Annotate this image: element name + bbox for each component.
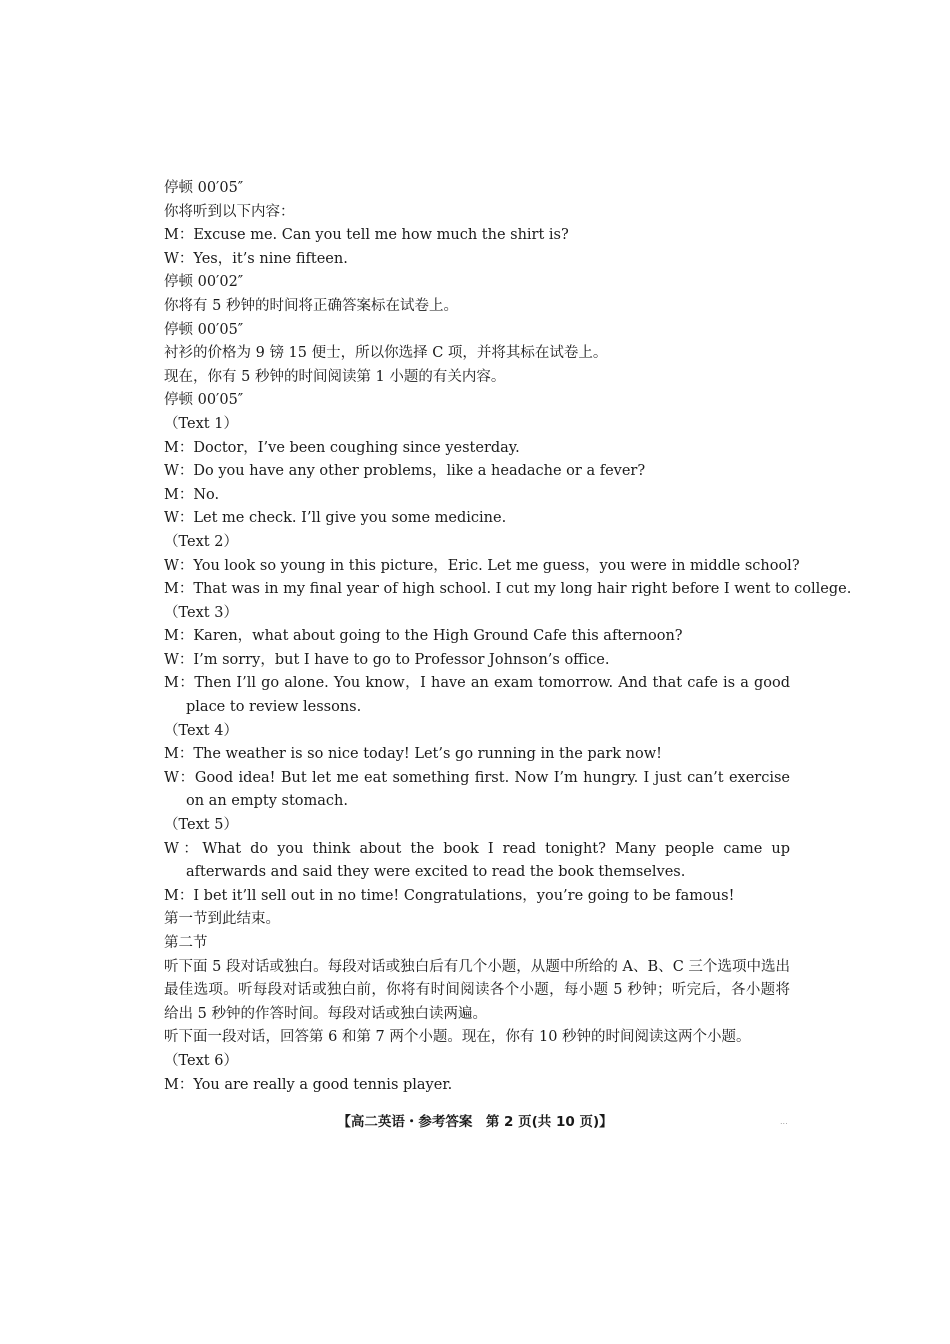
instruction-line: 现在，你有 5 秒钟的时间阅读第 1 小题的有关内容。 <box>164 368 506 385</box>
pause-line: 停顿 00′05″ <box>164 392 244 409</box>
dialogue-line: M：Excuse me. Can you tell me how much the shirt is? <box>164 227 569 244</box>
section-instructions: 听下面 5 段对话或独白。每段对话或独白后有几个小题，从题中所给的 A、B、C 三个选项中选出最佳选项。听每段对话或独白前，你将有时间阅读各个小题，每小题 5 秒钟；听完后，各小题将给出 5 秒钟的作答时间。每段对话或独白读两遍。 <box>164 958 790 1022</box>
instruction-line: 你将有 5 秒钟的时间将正确答案标在试卷上。 <box>164 297 458 314</box>
dialogue-line: M：No. <box>164 486 220 503</box>
dialogue-line: W：Yes，it’s nine fifteen. <box>164 250 348 267</box>
dialogue-line: M：Karen，what about going to the High Ground Cafe this afternoon? <box>164 628 683 645</box>
instruction-line: 你将听到以下内容： <box>164 203 295 220</box>
dialogue-line: W：Let me check. I’ll give you some medicine. <box>164 510 507 527</box>
instruction-line: 衬衫的价格为 9 镑 15 便士，所以你选择 C 项，并将其标在试卷上。 <box>164 345 608 362</box>
pause-line: 停顿 00′05″ <box>164 321 244 338</box>
dialogue-line: W：Do you have any other problems，like a headache or a fever? <box>164 463 646 480</box>
text-heading: （Text 3） <box>164 604 238 621</box>
dialogue-line: M：Doctor，I’ve been coughing since yesterday. <box>164 439 520 456</box>
text-heading: （Text 1） <box>164 415 238 432</box>
document-body <box>164 177 852 1097</box>
dialogue-line: W：I’m sorry，but I have to go to Professor Johnson’s office. <box>164 651 610 668</box>
dialogue-line: M：The weather is so nice today! Let’s go running in the park now! <box>164 746 662 763</box>
section-end-line: 第一节到此结束。 <box>164 911 280 928</box>
dialogue-line: W：What do you think about the book I read tonight? Many people came up afterwards and said they were excited to read the book themselves. <box>164 840 790 881</box>
text-heading: （Text 4） <box>164 722 238 739</box>
pause-line: 停顿 00′05″ <box>164 180 244 196</box>
text-heading: （Text 6） <box>164 1052 238 1069</box>
dialogue-line: M：You are really a good tennis player. <box>164 1076 453 1093</box>
dialogue-line: M：I bet it’ll sell out in no time! Congratulations，you’re going to be famous! <box>164 887 735 904</box>
page-footer: 【高二英语・参考答案 第 2 页(共 10 页)】 <box>337 1114 613 1130</box>
dialogue-line: W：Good idea! But let me eat something first. Now I’m hungry. I just can’t exercise on an empty stomach. <box>164 769 790 810</box>
text-heading: （Text 2） <box>164 533 238 550</box>
section-heading: 第二节 <box>164 935 208 951</box>
dialogue-line: W：You look so young in this picture，Eric. Let me guess，you were in middle school? <box>164 557 800 574</box>
instruction-line: 听下面一段对话，回答第 6 和第 7 两个小题。现在，你有 10 秒钟的时间阅读这两个小题。 <box>164 1029 751 1046</box>
pause-line: 停顿 00′02″ <box>164 274 244 291</box>
text-heading: （Text 5） <box>164 817 238 834</box>
dialogue-line: M：Then I’ll go alone. You know，I have an exam tomorrow. And that cafe is a good place to review lessons. <box>164 675 790 716</box>
dialogue-line: M：That was in my final year of high school. I cut my long hair right before I went to college. <box>164 581 852 598</box>
corner-mark: ... <box>780 1117 788 1126</box>
